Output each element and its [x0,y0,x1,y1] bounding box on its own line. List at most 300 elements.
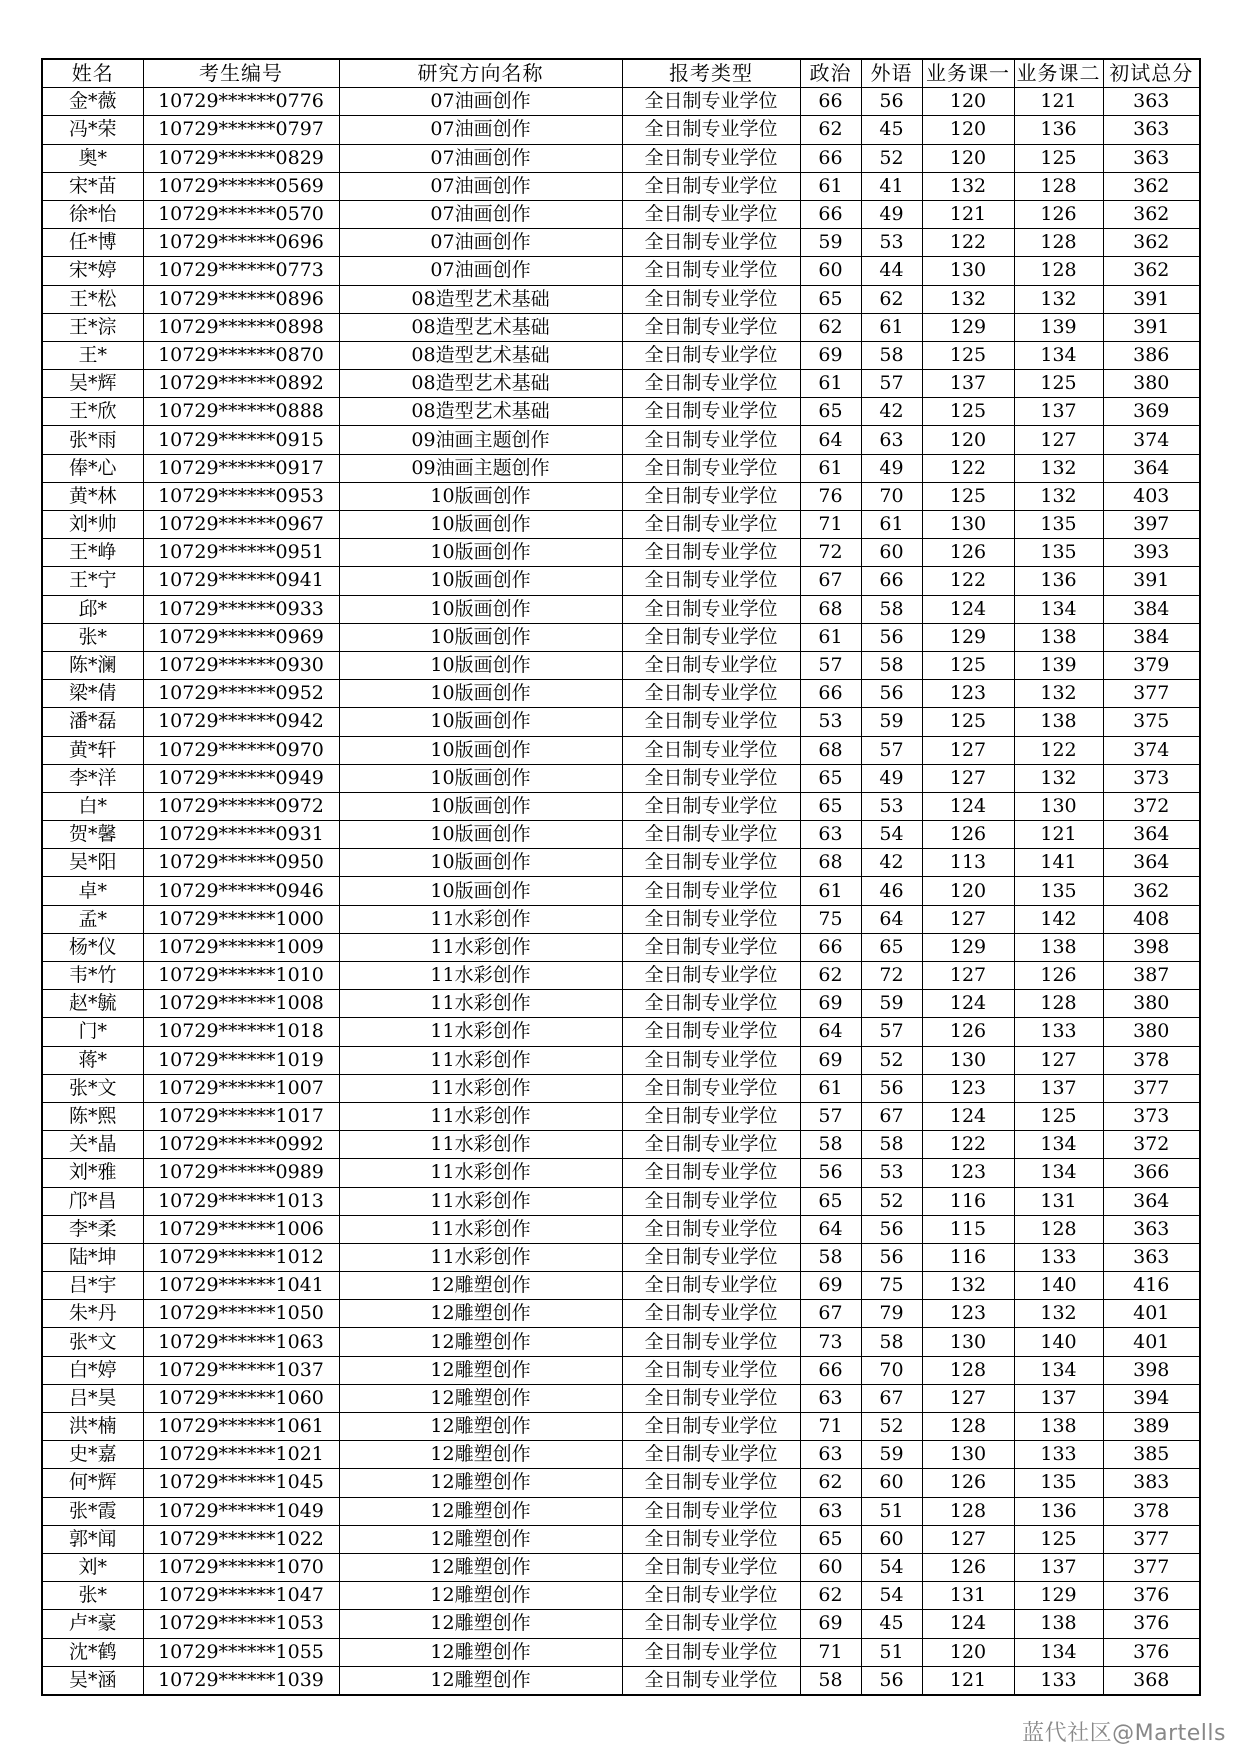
table-row [42,1159,1200,1187]
table-row [42,567,1200,595]
cell-name: 门* [42,1018,143,1046]
cell-total-score: 401 [1103,1300,1200,1328]
cell-research-direction: 12雕塑创作 [339,1469,622,1497]
cell-politics: 66 [800,1356,861,1384]
cell-foreign-language: 45 [861,116,922,144]
cell-total-score: 387 [1103,962,1200,990]
cell-course-two: 135 [1014,539,1103,567]
cell-application-type: 全日制专业学位 [622,821,800,849]
header-foreign-language: 外语 [861,59,922,88]
cell-foreign-language: 54 [861,1553,922,1581]
cell-research-direction: 11水彩创作 [339,1074,622,1102]
cell-course-one: 128 [922,1356,1014,1384]
cell-name: 邝*昌 [42,1187,143,1215]
cell-course-one: 120 [922,144,1014,172]
cell-politics: 65 [800,1187,861,1215]
table-row [42,1384,1200,1412]
cell-name: 王*欣 [42,398,143,426]
cell-application-type: 全日制专业学位 [622,1497,800,1525]
cell-research-direction: 12雕塑创作 [339,1441,622,1469]
cell-candidate-id: 10729******0696 [143,229,339,257]
cell-course-two: 134 [1014,1159,1103,1187]
cell-politics: 67 [800,567,861,595]
cell-candidate-id: 10729******1055 [143,1638,339,1666]
cell-politics: 76 [800,482,861,510]
cell-course-one: 124 [922,595,1014,623]
cell-candidate-id: 10729******1060 [143,1384,339,1412]
cell-politics: 69 [800,341,861,369]
cell-name: 邱* [42,595,143,623]
table-row [42,1469,1200,1497]
cell-total-score: 397 [1103,511,1200,539]
cell-foreign-language: 56 [861,1666,922,1695]
cell-research-direction: 09油画主题创作 [339,426,622,454]
cell-course-one: 127 [922,1525,1014,1553]
cell-course-two: 121 [1014,88,1103,116]
cell-application-type: 全日制专业学位 [622,651,800,679]
table-row [42,1328,1200,1356]
cell-application-type: 全日制专业学位 [622,595,800,623]
cell-course-two: 130 [1014,792,1103,820]
cell-course-one: 123 [922,1159,1014,1187]
table-row [42,1497,1200,1525]
cell-course-one: 127 [922,962,1014,990]
cell-course-two: 132 [1014,680,1103,708]
cell-application-type: 全日制专业学位 [622,1018,800,1046]
cell-course-two: 138 [1014,623,1103,651]
cell-research-direction: 11水彩创作 [339,1046,622,1074]
cell-foreign-language: 54 [861,1582,922,1610]
cell-research-direction: 12雕塑创作 [339,1610,622,1638]
cell-total-score: 378 [1103,1497,1200,1525]
cell-course-one: 127 [922,764,1014,792]
table-row [42,257,1200,285]
cell-name: 刘*雅 [42,1159,143,1187]
cell-foreign-language: 72 [861,962,922,990]
cell-name: 吴*阳 [42,849,143,877]
cell-total-score: 385 [1103,1441,1200,1469]
cell-course-one: 116 [922,1187,1014,1215]
cell-candidate-id: 10729******1039 [143,1666,339,1695]
cell-application-type: 全日制专业学位 [622,1384,800,1412]
cell-course-two: 142 [1014,905,1103,933]
cell-total-score: 364 [1103,821,1200,849]
cell-course-one: 122 [922,567,1014,595]
cell-total-score: 362 [1103,200,1200,228]
cell-research-direction: 10版画创作 [339,511,622,539]
cell-total-score: 398 [1103,933,1200,961]
table-row [42,1638,1200,1666]
cell-name: 王*松 [42,285,143,313]
cell-candidate-id: 10729******1017 [143,1102,339,1130]
cell-application-type: 全日制专业学位 [622,1356,800,1384]
cell-name: 沈*鹤 [42,1638,143,1666]
cell-course-two: 137 [1014,1384,1103,1412]
cell-candidate-id: 10729******0870 [143,341,339,369]
cell-candidate-id: 10729******0933 [143,595,339,623]
cell-course-one: 137 [922,370,1014,398]
table-body [42,88,1200,1695]
cell-politics: 69 [800,990,861,1018]
cell-research-direction: 10版画创作 [339,792,622,820]
cell-application-type: 全日制专业学位 [622,341,800,369]
cell-application-type: 全日制专业学位 [622,708,800,736]
cell-foreign-language: 60 [861,539,922,567]
cell-application-type: 全日制专业学位 [622,482,800,510]
cell-politics: 59 [800,229,861,257]
cell-application-type: 全日制专业学位 [622,877,800,905]
cell-application-type: 全日制专业学位 [622,623,800,651]
cell-course-two: 127 [1014,1046,1103,1074]
cell-name: 陈*熙 [42,1102,143,1130]
cell-name: 张*霞 [42,1497,143,1525]
cell-research-direction: 11水彩创作 [339,1187,622,1215]
cell-application-type: 全日制专业学位 [622,1666,800,1695]
table-row [42,539,1200,567]
cell-course-two: 131 [1014,1187,1103,1215]
cell-application-type: 全日制专业学位 [622,370,800,398]
cell-candidate-id: 10729******0930 [143,651,339,679]
cell-research-direction: 12雕塑创作 [339,1356,622,1384]
table-row [42,116,1200,144]
table-row [42,1610,1200,1638]
cell-candidate-id: 10729******1007 [143,1074,339,1102]
cell-candidate-id: 10729******0829 [143,144,339,172]
cell-candidate-id: 10729******1063 [143,1328,339,1356]
cell-foreign-language: 56 [861,88,922,116]
cell-research-direction: 08造型艺术基础 [339,370,622,398]
cell-candidate-id: 10729******0773 [143,257,339,285]
cell-research-direction: 12雕塑创作 [339,1413,622,1441]
table-row [42,708,1200,736]
cell-research-direction: 08造型艺术基础 [339,341,622,369]
cell-candidate-id: 10729******0989 [143,1159,339,1187]
cell-course-two: 136 [1014,116,1103,144]
cell-politics: 57 [800,1102,861,1130]
cell-total-score: 384 [1103,623,1200,651]
cell-application-type: 全日制专业学位 [622,933,800,961]
cell-candidate-id: 10729******0896 [143,285,339,313]
cell-politics: 72 [800,539,861,567]
cell-research-direction: 07油画创作 [339,144,622,172]
cell-research-direction: 07油画创作 [339,116,622,144]
table-row [42,229,1200,257]
cell-course-one: 125 [922,651,1014,679]
cell-foreign-language: 56 [861,1074,922,1102]
cell-politics: 62 [800,962,861,990]
cell-total-score: 364 [1103,1187,1200,1215]
cell-foreign-language: 62 [861,285,922,313]
cell-application-type: 全日制专业学位 [622,1074,800,1102]
cell-foreign-language: 52 [861,1046,922,1074]
cell-research-direction: 12雕塑创作 [339,1553,622,1581]
cell-application-type: 全日制专业学位 [622,1187,800,1215]
cell-candidate-id: 10729******0942 [143,708,339,736]
cell-name: 陈*澜 [42,651,143,679]
cell-name: 任*博 [42,229,143,257]
cell-course-two: 128 [1014,172,1103,200]
cell-application-type: 全日制专业学位 [622,1272,800,1300]
table-row [42,651,1200,679]
header-name: 姓名 [42,59,143,88]
cell-course-one: 126 [922,539,1014,567]
cell-course-two: 127 [1014,426,1103,454]
cell-foreign-language: 41 [861,172,922,200]
cell-candidate-id: 10729******1009 [143,933,339,961]
cell-name: 卓* [42,877,143,905]
cell-name: 洪*楠 [42,1413,143,1441]
cell-candidate-id: 10729******0797 [143,116,339,144]
cell-application-type: 全日制专业学位 [622,398,800,426]
cell-name: 宋*婷 [42,257,143,285]
cell-name: 刘* [42,1553,143,1581]
cell-total-score: 372 [1103,792,1200,820]
cell-research-direction: 11水彩创作 [339,990,622,1018]
cell-candidate-id: 10729******1061 [143,1413,339,1441]
cell-application-type: 全日制专业学位 [622,285,800,313]
cell-research-direction: 11水彩创作 [339,1243,622,1271]
cell-name: 张*文 [42,1328,143,1356]
cell-candidate-id: 10729******0992 [143,1131,339,1159]
cell-course-one: 128 [922,1413,1014,1441]
cell-course-one: 131 [922,1582,1014,1610]
table-row [42,1243,1200,1271]
cell-total-score: 403 [1103,482,1200,510]
header-politics: 政治 [800,59,861,88]
cell-politics: 65 [800,1525,861,1553]
cell-foreign-language: 67 [861,1384,922,1412]
cell-course-two: 141 [1014,849,1103,877]
cell-name: 赵*毓 [42,990,143,1018]
cell-course-two: 128 [1014,1215,1103,1243]
cell-course-two: 140 [1014,1328,1103,1356]
cell-application-type: 全日制专业学位 [622,1638,800,1666]
cell-candidate-id: 10729******0569 [143,172,339,200]
table-row [42,200,1200,228]
cell-foreign-language: 58 [861,651,922,679]
cell-name: 史*嘉 [42,1441,143,1469]
cell-name: 贺*馨 [42,821,143,849]
cell-application-type: 全日制专业学位 [622,990,800,1018]
cell-application-type: 全日制专业学位 [622,172,800,200]
cell-foreign-language: 57 [861,370,922,398]
cell-application-type: 全日制专业学位 [622,849,800,877]
cell-candidate-id: 10729******1012 [143,1243,339,1271]
cell-politics: 71 [800,1638,861,1666]
cell-name: 冯*荣 [42,116,143,144]
cell-research-direction: 12雕塑创作 [339,1582,622,1610]
cell-foreign-language: 53 [861,229,922,257]
table-row [42,877,1200,905]
cell-total-score: 363 [1103,1215,1200,1243]
cell-foreign-language: 51 [861,1497,922,1525]
cell-name: 张* [42,1582,143,1610]
cell-foreign-language: 52 [861,144,922,172]
cell-research-direction: 10版画创作 [339,821,622,849]
cell-foreign-language: 42 [861,849,922,877]
cell-foreign-language: 44 [861,257,922,285]
cell-total-score: 391 [1103,313,1200,341]
cell-politics: 62 [800,313,861,341]
cell-course-one: 120 [922,877,1014,905]
cell-candidate-id: 10729******0776 [143,88,339,116]
cell-total-score: 377 [1103,680,1200,708]
table-row [42,736,1200,764]
cell-course-two: 134 [1014,1638,1103,1666]
table-row [42,370,1200,398]
cell-course-two: 139 [1014,313,1103,341]
cell-course-one: 130 [922,1441,1014,1469]
cell-candidate-id: 10729******0931 [143,821,339,849]
cell-name: 孟* [42,905,143,933]
cell-foreign-language: 59 [861,990,922,1018]
cell-course-two: 134 [1014,341,1103,369]
cell-candidate-id: 10729******0967 [143,511,339,539]
score-table [41,58,1201,1696]
cell-total-score: 362 [1103,877,1200,905]
cell-total-score: 363 [1103,144,1200,172]
cell-foreign-language: 65 [861,933,922,961]
cell-foreign-language: 61 [861,313,922,341]
header-candidate-id: 考生编号 [143,59,339,88]
cell-total-score: 364 [1103,849,1200,877]
cell-name: 王*宁 [42,567,143,595]
cell-politics: 64 [800,1215,861,1243]
cell-name: 黄*轩 [42,736,143,764]
cell-foreign-language: 56 [861,623,922,651]
cell-total-score: 362 [1103,172,1200,200]
cell-application-type: 全日制专业学位 [622,1215,800,1243]
cell-course-one: 129 [922,313,1014,341]
cell-research-direction: 11水彩创作 [339,962,622,990]
cell-name: 朱*丹 [42,1300,143,1328]
cell-research-direction: 07油画创作 [339,172,622,200]
cell-course-two: 140 [1014,1272,1103,1300]
cell-politics: 66 [800,933,861,961]
cell-course-two: 133 [1014,1243,1103,1271]
cell-foreign-language: 63 [861,426,922,454]
cell-total-score: 375 [1103,708,1200,736]
table-row [42,1102,1200,1130]
cell-total-score: 373 [1103,764,1200,792]
cell-research-direction: 10版画创作 [339,567,622,595]
cell-total-score: 369 [1103,398,1200,426]
cell-foreign-language: 58 [861,1328,922,1356]
cell-candidate-id: 10729******1050 [143,1300,339,1328]
cell-foreign-language: 57 [861,736,922,764]
cell-total-score: 377 [1103,1074,1200,1102]
cell-politics: 66 [800,200,861,228]
cell-politics: 63 [800,1441,861,1469]
cell-course-two: 137 [1014,1553,1103,1581]
cell-research-direction: 12雕塑创作 [339,1272,622,1300]
cell-politics: 62 [800,1469,861,1497]
cell-course-one: 125 [922,398,1014,426]
cell-name: 徐*怡 [42,200,143,228]
cell-course-two: 138 [1014,933,1103,961]
cell-course-one: 121 [922,200,1014,228]
cell-research-direction: 12雕塑创作 [339,1300,622,1328]
cell-course-two: 138 [1014,1610,1103,1638]
cell-research-direction: 08造型艺术基础 [339,285,622,313]
cell-politics: 66 [800,680,861,708]
table-row [42,285,1200,313]
cell-total-score: 391 [1103,567,1200,595]
cell-application-type: 全日制专业学位 [622,116,800,144]
header-research-direction: 研究方向名称 [339,59,622,88]
cell-total-score: 366 [1103,1159,1200,1187]
cell-politics: 66 [800,88,861,116]
cell-research-direction: 12雕塑创作 [339,1384,622,1412]
cell-candidate-id: 10729******1018 [143,1018,339,1046]
cell-application-type: 全日制专业学位 [622,313,800,341]
cell-politics: 61 [800,454,861,482]
cell-application-type: 全日制专业学位 [622,1328,800,1356]
cell-course-one: 127 [922,736,1014,764]
cell-course-one: 126 [922,1553,1014,1581]
cell-name: 白*婷 [42,1356,143,1384]
cell-name: 卢*豪 [42,1610,143,1638]
cell-course-two: 121 [1014,821,1103,849]
cell-course-two: 132 [1014,1300,1103,1328]
header-application-type: 报考类型 [622,59,800,88]
cell-politics: 56 [800,1159,861,1187]
cell-course-one: 132 [922,172,1014,200]
cell-course-one: 124 [922,1102,1014,1130]
cell-total-score: 378 [1103,1046,1200,1074]
cell-candidate-id: 10729******1037 [143,1356,339,1384]
cell-candidate-id: 10729******0892 [143,370,339,398]
cell-application-type: 全日制专业学位 [622,1441,800,1469]
cell-course-one: 127 [922,1384,1014,1412]
cell-name: 李*柔 [42,1215,143,1243]
cell-candidate-id: 10729******1013 [143,1187,339,1215]
header-total-score: 初试总分 [1103,59,1200,88]
cell-name: 蒋* [42,1046,143,1074]
cell-research-direction: 11水彩创作 [339,1102,622,1130]
cell-name: 吕*宇 [42,1272,143,1300]
cell-name: 俸*心 [42,454,143,482]
cell-foreign-language: 66 [861,567,922,595]
cell-application-type: 全日制专业学位 [622,567,800,595]
cell-course-two: 133 [1014,1441,1103,1469]
cell-candidate-id: 10729******0950 [143,849,339,877]
cell-candidate-id: 10729******1019 [143,1046,339,1074]
cell-foreign-language: 45 [861,1610,922,1638]
cell-candidate-id: 10729******0570 [143,200,339,228]
cell-course-two: 134 [1014,1356,1103,1384]
cell-total-score: 380 [1103,990,1200,1018]
cell-foreign-language: 58 [861,595,922,623]
cell-candidate-id: 10729******0969 [143,623,339,651]
cell-foreign-language: 56 [861,1215,922,1243]
cell-course-one: 122 [922,454,1014,482]
cell-politics: 62 [800,116,861,144]
cell-foreign-language: 56 [861,680,922,708]
cell-research-direction: 11水彩创作 [339,905,622,933]
table-row [42,623,1200,651]
cell-application-type: 全日制专业学位 [622,1553,800,1581]
cell-course-two: 128 [1014,990,1103,1018]
cell-total-score: 363 [1103,88,1200,116]
cell-politics: 58 [800,1666,861,1695]
cell-name: 白* [42,792,143,820]
cell-course-one: 127 [922,905,1014,933]
cell-course-one: 120 [922,426,1014,454]
cell-politics: 60 [800,1553,861,1581]
cell-application-type: 全日制专业学位 [622,454,800,482]
cell-total-score: 393 [1103,539,1200,567]
